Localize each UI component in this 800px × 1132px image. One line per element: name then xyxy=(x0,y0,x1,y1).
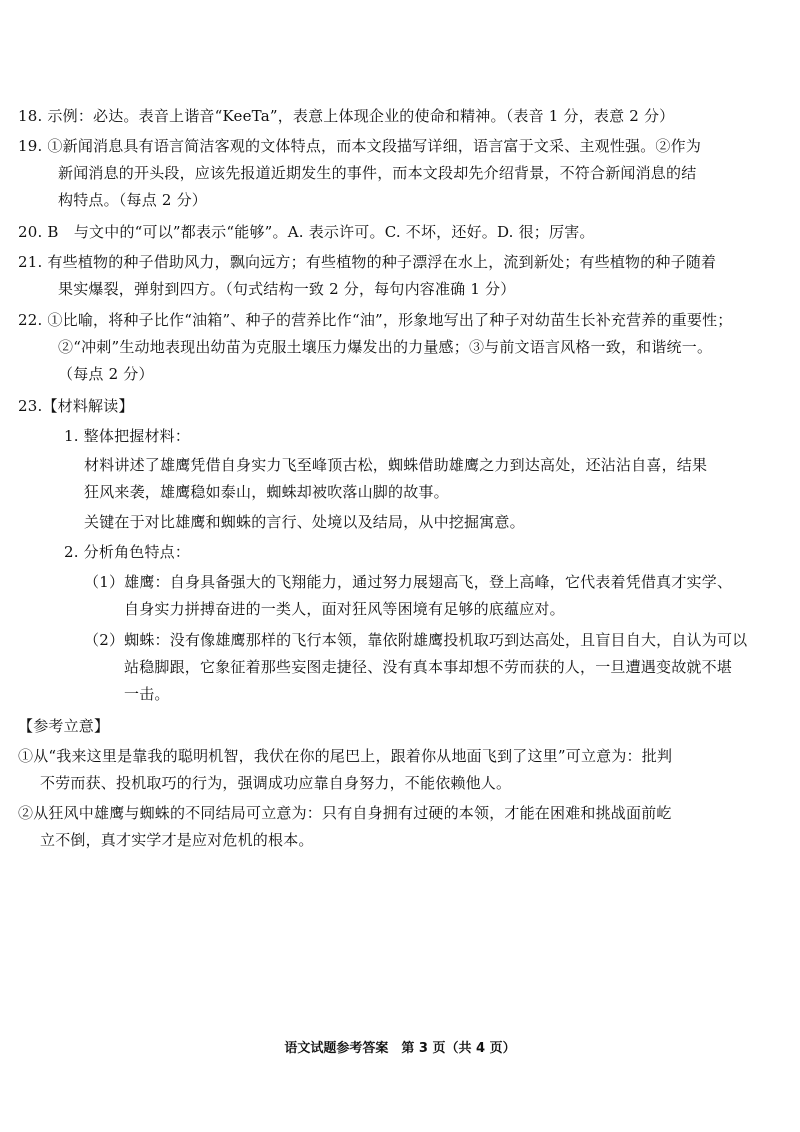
reference-heading: 【参考立意】 xyxy=(18,717,110,735)
answer-20: 20. B 与文中的“可以”都表示“能够”。A. 表示许可。C. 不坏，还好。D. 很；厉害。 xyxy=(18,223,595,241)
spider-analysis-line-3: 一击。 xyxy=(124,685,170,703)
eagle-analysis-line-1: （1）雄鹰：自身具备强大的飞翔能力，通过努力展翅高飞，登上高峰，它代表着凭借真才实学、 xyxy=(84,573,733,591)
spider-analysis-line-1: （2）蜘蛛：没有像雄鹰那样的飞行本领，靠依附雄鹰投机取巧到达高处，且盲目自大，自认为可以 xyxy=(84,631,748,649)
answer-19-line-3: 构特点。（每点 2 分） xyxy=(58,191,207,209)
material-key-point: 关键在于对比雄鹰和蜘蛛的言行、处境以及结局，从中挖掘寓意。 xyxy=(84,513,525,531)
material-summary-line-1: 材料讲述了雄鹰凭借自身实力飞至峰顶古松，蜘蛛借助雄鹰之力到达高处，还沾沾自喜，结果 xyxy=(84,456,708,474)
answer-21-line-2: 果实爆裂，弹射到四方。（句式结构一致 2 分，每句内容准确 1 分） xyxy=(58,280,516,298)
spider-analysis-line-2: 站稳脚跟，它象征着那些妄图走捷径、没有真本事却想不劳而获的人，一旦遭遇变故就不堪 xyxy=(124,658,733,676)
answer-22-line-3: （每点 2 分） xyxy=(58,365,154,383)
section-1-title: 1. 整体把握材料： xyxy=(64,427,191,445)
answer-22-line-2: ②“冲刺”生动地表现出幼苗为克服土壤压力爆发出的力量感；③与前文语言风格一致，和谐统一。 xyxy=(58,338,713,356)
answer-23-heading: 23.【材料解读】 xyxy=(18,397,134,415)
answer-21-line-1: 21. 有些植物的种子借助风力，飘向远方；有些植物的种子漂浮在水上，流到新处；有些植物的种子随着 xyxy=(18,253,717,271)
answer-19-line-1: 19. ①新闻消息具有语言简洁客观的文体特点，而本文段描写详细，语言富于文采、主观性强。②作为 xyxy=(18,137,702,155)
eagle-analysis-line-2: 自身实力拼搏奋进的一类人，面对狂风等困境有足够的底蕴应对。 xyxy=(124,600,565,618)
reference-1-line-1: ①从“我来这里是靠我的聪明机智，我伏在你的尾巴上，跟着你从地面飞到了这里”可立意为：批判 xyxy=(18,747,673,765)
answer-19-line-2: 新闻消息的开头段，应该先报道近期发生的事件，而本文段却先介绍背景，不符合新闻消息的结 xyxy=(58,164,697,182)
reference-2-line-2: 立不倒，真才实学才是应对危机的根本。 xyxy=(40,831,314,849)
section-2-title: 2. 分析角色特点： xyxy=(64,543,191,561)
reference-1-line-2: 不劳而获、投机取巧的行为，强调成功应靠自身努力，不能依赖他人。 xyxy=(40,774,512,792)
material-summary-line-2: 狂风来袭，雄鹰稳如泰山，蜘蛛却被吹落山脚的故事。 xyxy=(84,483,449,501)
answer-22-line-1: 22. ①比喻，将种子比作“油箱”、种子的营养比作“油”，形象地写出了种子对幼苗生长补充营养的重要性； xyxy=(18,311,733,329)
reference-2-line-1: ②从狂风中雄鹰与蜘蛛的不同结局可立意为：只有自身拥有过硬的本领，才能在困难和挑战面前屹 xyxy=(18,804,672,822)
answer-18: 18. 示例：必达。表音上谐音“KeeTa”，表意上体现企业的使命和精神。（表音 1 分，表意 2 分） xyxy=(18,107,675,125)
page-footer: 语文试题参考答案 第 3 页（共 4 页） xyxy=(284,1041,516,1056)
